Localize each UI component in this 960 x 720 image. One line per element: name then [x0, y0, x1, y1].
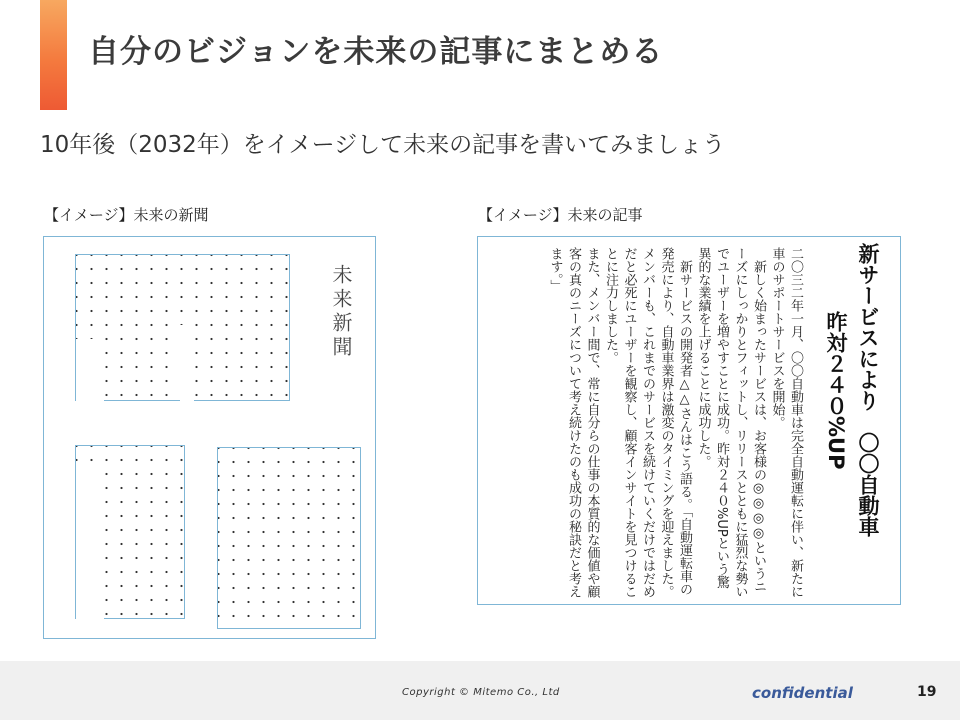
article-paragraph: また、メンバー間で、常に自分らの仕事の本質的な価値や顧客の真のニーズについて考え続けたのも成功の秘訣だと考えます。」: [547, 247, 600, 598]
article-mockup: [477, 236, 901, 605]
page-title: 自分のビジョンを未来の記事にまとめる: [88, 34, 664, 70]
article-headline: [820, 243, 884, 593]
confidential-label: confidential: [752, 684, 853, 702]
newspaper-text-block-bottom-right: [217, 447, 361, 629]
page-number: 19: [917, 684, 937, 700]
copyright-text: Copyright © Mitemo Co., Ltd: [402, 687, 560, 698]
article-caption: 【イメージ】未来の記事: [478, 206, 643, 224]
newspaper-text-block-top: [75, 254, 290, 401]
newspaper-name: 未来新聞: [329, 264, 353, 360]
headline-line-2: 昨対２４０%UP: [824, 311, 848, 470]
newspaper-caption: 【イメージ】未来の新聞: [44, 206, 209, 224]
newspaper-text-block-bottom-left: [75, 445, 185, 619]
article-paragraph: 二〇三二年一月、〇〇自動車は完全自動運転に伴い、新たに車のサポートサービスを開始。: [769, 247, 803, 598]
article-body: [545, 247, 804, 599]
footer-bar: [0, 661, 960, 720]
title-accent-bar: [40, 0, 67, 110]
headline-line-1: 新サービスにより 〇〇自動車: [856, 243, 880, 537]
article-paragraph: 新サービスの開発者△△さんはこう語る。「自動運転車の発売により、自動車業界は激変のタイミングを迎えました。メンバーも、これまでのサービスを続けていくだけではだめだと必死にユーザーを観察し、顧客インサイトを見つけることに注力しました。: [603, 247, 692, 598]
newspaper-mockup: [43, 236, 376, 639]
article-paragraph: 新しく始まったサービスは、お客様の◎◎◎◎というニーズにしっかりとフィットし、リリースとともに猛烈な勢いでユーザーを増やすことに成功。昨対２４０%UPという驚異的な業績を上げることに成功した。: [695, 247, 766, 598]
page-subtitle: 10年後（2032年）をイメージして未来の記事を書いてみましょう: [40, 132, 726, 158]
